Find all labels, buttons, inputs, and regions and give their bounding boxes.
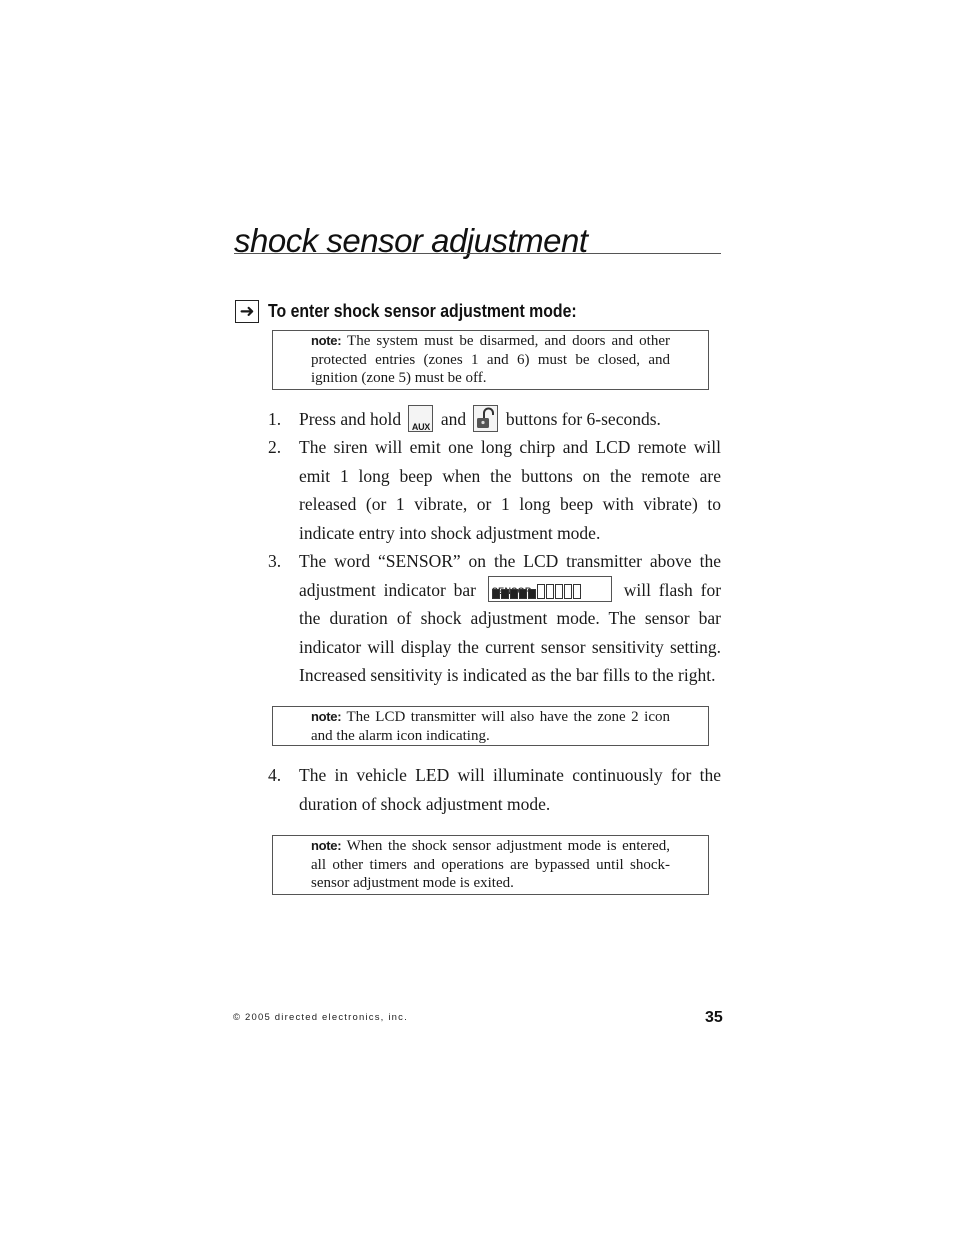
sensor-segment bbox=[519, 589, 527, 599]
note-text: When the shock sensor adjustment mode is entered, all other timers and operations are bypassed until shock-sensor adjustment mode is exited. bbox=[311, 838, 670, 891]
padlock-open-icon bbox=[474, 406, 497, 431]
step-number: 2. bbox=[268, 437, 282, 457]
step-number: 4. bbox=[268, 765, 282, 785]
note-box bbox=[272, 835, 709, 895]
sensor-segment bbox=[501, 589, 509, 599]
sensor-segments bbox=[492, 584, 581, 599]
step-text: will flash for the duration of shock adjustment mode. The sensor bar indicator will display the current sensor sensitivity setting. Increased sensitivity is indicated as the bar fills to the right. bbox=[299, 579, 722, 686]
sensor-segment bbox=[546, 584, 554, 599]
sensor-segment bbox=[510, 589, 518, 599]
aux-label: AUX bbox=[411, 422, 430, 433]
aux-button-icon bbox=[408, 405, 433, 432]
note-label: note: bbox=[311, 838, 342, 853]
section-heading: To enter shock sensor adjustment mode: bbox=[268, 301, 577, 321]
sensor-bar-icon bbox=[488, 576, 612, 602]
step-text: The siren will emit one long chirp and LCD remote will emit 1 long beep when the buttons on the remote are released (or 1 vibrate, or 1 long beep with vibrate) to indicate entry into shock adjustment mode. bbox=[299, 437, 721, 543]
sensor-segment bbox=[492, 589, 500, 599]
title-rule bbox=[234, 253, 721, 254]
unlock-button-icon bbox=[473, 405, 498, 432]
section-heading-row bbox=[235, 300, 619, 323]
list-item bbox=[268, 761, 721, 818]
step-text: The word “SENSOR” on the LCD transmitter above the adjustment indicator bar bbox=[299, 551, 721, 600]
note-text: The system must be disarmed, and doors and other protected entries (zones 1 and 6) must be closed, and ignition (zone 5) must be off. bbox=[311, 333, 670, 386]
sensor-segment bbox=[537, 584, 545, 599]
step-text: The in vehicle LED will illuminate continuously for the duration of shock adjustment mode. bbox=[299, 765, 721, 814]
step-number: 1. bbox=[268, 409, 282, 429]
sensor-segment bbox=[564, 584, 572, 599]
copyright-footer: © 2005 directed electronics, inc. bbox=[233, 1012, 408, 1023]
note-box bbox=[272, 706, 709, 746]
arrow-right-icon: ➜ bbox=[235, 300, 259, 323]
note-label: note: bbox=[311, 333, 342, 348]
step-text: Press and hold bbox=[299, 409, 402, 429]
step-number: 3. bbox=[268, 551, 282, 571]
note-box bbox=[272, 330, 709, 390]
note-text: The LCD transmitter will also have the zone 2 icon and the alarm icon indicating. bbox=[311, 709, 670, 744]
sensor-segment bbox=[528, 589, 536, 599]
list-item bbox=[268, 547, 721, 690]
note-label: note: bbox=[311, 709, 342, 724]
sensor-segment bbox=[555, 584, 563, 599]
step-text: buttons for 6-seconds. bbox=[505, 409, 661, 429]
list-item bbox=[268, 433, 721, 547]
step-text: and bbox=[440, 409, 467, 429]
list-item bbox=[268, 405, 721, 434]
sensor-segment bbox=[573, 584, 581, 599]
page-title: shock sensor adjustment bbox=[234, 222, 588, 259]
page-number: 35 bbox=[705, 1009, 723, 1026]
